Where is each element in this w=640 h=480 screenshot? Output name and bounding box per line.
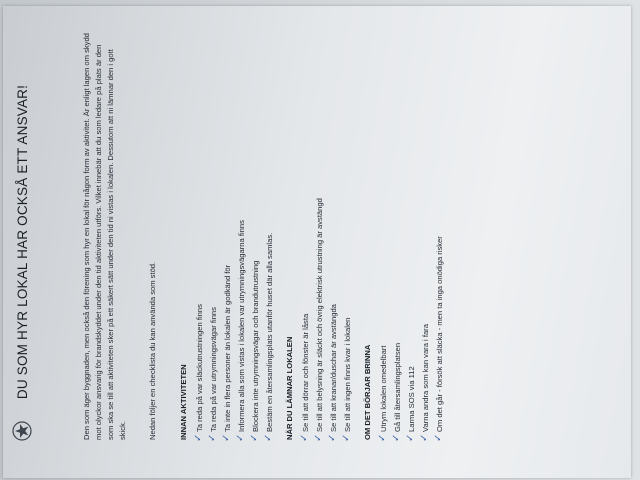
checklist-item: ✓ Se till att belysning är släckt och övrig elektrisk utrustning är avstängd — [313, 198, 324, 442]
checklist-item: ✓ Blockera inte utrymningsvägar och brandutrustning — [249, 260, 260, 442]
checklist-item: ✓ Utrym lokalen omedelbart — [377, 345, 388, 442]
intro-paragraph: Den som äger byggnaden, men också den förening som hyr en lokal för någon form av aktivitet. Är enligt lagen om skydd mot olyckor ansvarig för brandskyddet under den tid aktiviteten utförs. Vilket innebär att du som ledare på plats är den som ska se till att aktiviteten sker på ett säkert sätt under den tid ni vistas i lokalen. Dessutom att ni lämnar den i gott skick. — [82, 33, 127, 440]
checklist-item: ✓ Varna andra som kan vara i fara — [419, 324, 430, 442]
checkmark-icon: ✓ — [327, 433, 338, 442]
checklist-item: ✓ Gå till återsamlingsplatsen — [391, 342, 402, 442]
checkmark-icon: ✓ — [299, 433, 310, 442]
checklist-item: ✓ Se till att ingen finns kvar i lokalen — [341, 317, 352, 442]
checklist-item: ✓ Bestäm en återsamlingsplats utanför huset där alla samlas. — [263, 232, 274, 442]
checkmark-icon: ✓ — [405, 433, 416, 442]
checklist-item: ✓ Om det går - försök att släcka - men ta inga onödiga risker — [433, 236, 444, 442]
section-heading-fire: OM DET BÖRJAR BRINNA — [363, 344, 372, 440]
section-heading-leaving: NÄR DU LÄMNAR LOKALEN — [285, 336, 294, 440]
checklist-item: ✓ Ta reda på var släckutrustningen finns — [193, 304, 204, 442]
checkmark-icon: ✓ — [313, 433, 324, 442]
checkmark-icon: ✓ — [263, 433, 274, 442]
document-title: DU SOM HYR LOKAL HAR OCKSÅ ETT ANSVAR! — [15, 84, 30, 400]
checkmark-icon: ✓ — [377, 433, 388, 442]
checklist-item: ✓ Se till att dörrar och fönster är låsta — [299, 313, 310, 442]
checkmark-icon: ✓ — [193, 433, 204, 442]
checklist-item: ✓ Informera alla som vistas i lokalen var utrymningsvägarna finns — [235, 220, 246, 442]
checklist-item: ✓ Ta inte in flera personer än lokalen är godkänd för — [221, 264, 232, 442]
checkmark-icon: ✓ — [221, 433, 232, 442]
section-heading-before: INNAN AKTIVITETEN — [179, 364, 188, 440]
checklist-intro: Nedan följer en checklista du kan använda som stöd. — [148, 261, 157, 440]
checklist-item: ✓ Ta reda på var utrymningsvägar finns — [207, 307, 218, 442]
checkmark-icon: ✓ — [419, 433, 430, 442]
checkmark-icon: ✓ — [433, 433, 444, 442]
checkmark-icon: ✓ — [249, 433, 260, 442]
document — [3, 6, 631, 478]
checkmark-icon: ✓ — [341, 433, 352, 442]
checkmark-icon: ✓ — [207, 433, 218, 442]
checkmark-icon: ✓ — [235, 433, 246, 442]
checklist-item: ✓ Se till att kranar/duschar är avstängda — [327, 304, 338, 442]
checkmark-icon: ✓ — [391, 433, 402, 442]
checklist-item: ✓ Larma SOS via 112 — [405, 366, 416, 442]
